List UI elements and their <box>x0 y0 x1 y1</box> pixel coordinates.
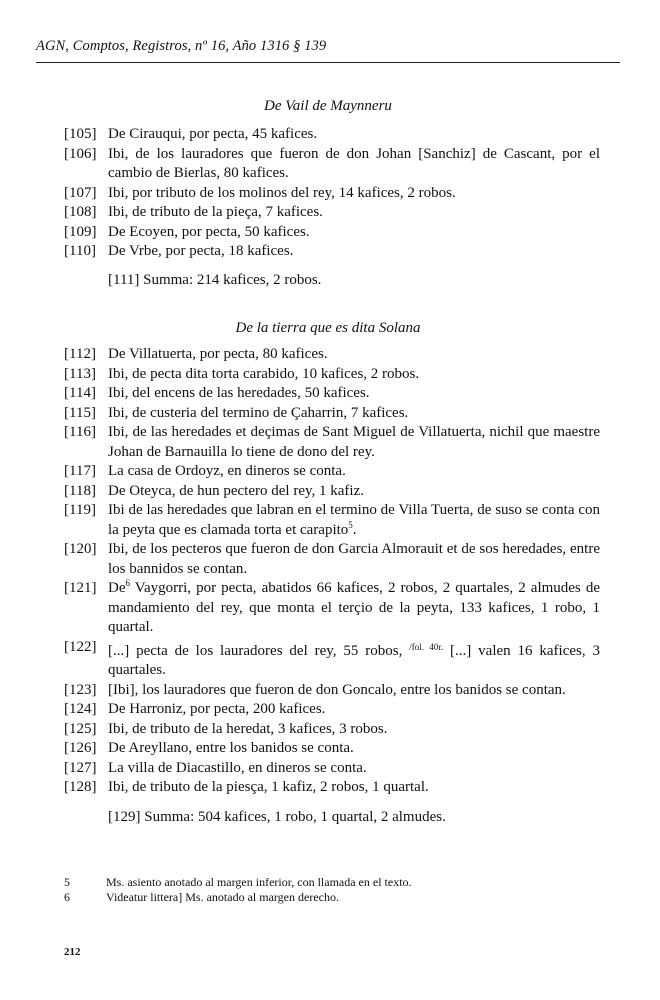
section-title: De la tierra que es dita Solana <box>235 320 421 336</box>
entry: [113] Ibi, de pecta dita torta carabido, 10 kafices, 2 robos. <box>64 365 420 382</box>
entry: [126] De Areyllano, entre los banidos se conta. <box>64 740 354 756</box>
summa-line: [111] Summa: 214 kafices, 2 robos. <box>108 272 322 288</box>
entry-text-end: . <box>352 521 357 538</box>
entry-text-start: De <box>108 580 126 596</box>
footnotes <box>64 875 564 905</box>
entry: [128] Ibi, de tributo de la piesça, 1 kafiz, 2 robos, 1 quartal. <box>64 779 429 795</box>
entry: [118] De Oteyca, de hun pectero del rey, 1 kafiz. <box>64 482 364 499</box>
footnote-ref: 5 <box>348 519 353 530</box>
entry-text: Vaygorri, por pecta, abatidos 66 kafices, 2 robos, 2 quartales, 2 almudes de mandamiento del rey, que monta el terçio de la peyta, 133 kafices, 1 robo, 1 quartal. <box>108 580 600 635</box>
summa-line: [129] Summa: 504 kafices, 1 robo, 1 quartal, 2 almudes. <box>108 809 446 825</box>
entry: [115] Ibi, de custeria del termino de Çaharrin, 7 kafices. <box>64 404 409 421</box>
footnote-ref: 6 <box>125 578 130 588</box>
entry: [119] Ibi de las heredades que labran en el termino de Villa Tuerta, de suso se conta con la peyta que es clamada torta et carapito$^5$. <box>64 502 600 538</box>
header-rule <box>36 62 620 63</box>
entry: [125] Ibi, de tributo de la heredat, 3 kafices, 3 robos. <box>64 720 388 737</box>
section-title: De Vail de Maynneru <box>264 98 392 114</box>
entry: [117] La casa de Ordoyz, en dineros se conta. <box>64 463 346 479</box>
entry: [106] Ibi, de los lauradores que fueron de don Johan [Sanchiz] de Cascant, por el cambio de Bierlas, 80 kafices. <box>64 145 600 181</box>
entry: [120] Ibi, de los pecteros que fueron de don Garcia Almorauit et de sos heredades, entre los bannidos se contan. <box>64 541 600 577</box>
entry: [123] [Ibi], los lauradores que fueron de don Goncalo, entre los banidos se contan. <box>64 681 566 698</box>
entry: [122] [...] pecta de los lauradores del rey, 55 robos, $^{/fol. 40r.}$ [...] valen 16 kafices, 3 quartales. <box>64 638 600 678</box>
footnote: 5 Ms. asiento anotado al margen inferior, con llamada en el texto. <box>64 875 412 889</box>
entry: [121] De$^6$ Vaygorri, por pecta, abatidos 66 kafices, 2 robos, 2 quartales, 2 almudes de mandamiento del rey, que monta el terçio de la peyta, 133 kafices, 1 robo, 1 quartal. <box>64 578 600 635</box>
footnote: 6 Videatur littera] Ms. anotado al margen derecho. <box>64 890 339 904</box>
entry: [107] Ibi, por tributo de los molinos del rey, 14 kafices, 2 robos. <box>64 184 456 201</box>
entry: [116] Ibi, de las heredades et deçimas de Sant Miguel de Villatuerta, nichil que maestre Johan de Barnauilla lo tiene de dono del rey. <box>64 424 600 460</box>
entry: [105] De Cirauqui, por pecta, 45 kafices. <box>64 126 318 142</box>
page-number: 212 <box>64 946 81 958</box>
entry-text-end: [...] valen 16 kafices, 3 quartales. <box>108 642 600 678</box>
entry-text: [...] pecta de los lauradores del rey, 55 robos, <box>108 642 410 659</box>
folio-marker: /fol. 40r. <box>409 641 444 652</box>
entry: [114] Ibi, del encens de las heredades, 50 kafices. <box>64 385 370 401</box>
entry: [112] De Villatuerta, por pecta, 80 kafices. <box>64 346 328 362</box>
entry: [109] De Ecoyen, por pecta, 50 kafices. <box>64 223 310 240</box>
entry: [108] Ibi, de tributo de la pieça, 7 kafices. <box>64 204 323 220</box>
entry-list <box>64 125 600 262</box>
entry: [124] De Harroniz, por pecta, 200 kafices. <box>64 701 326 717</box>
entry: [110] De Vrbe, por pecta, 18 kafices. <box>64 243 294 259</box>
entry-text: Ibi de las heredades que labran en el termino de Villa Tuerta, de suso se conta con la peyta que es clamada torta et carapito <box>108 502 600 538</box>
entry-list <box>64 345 600 798</box>
running-header: AGN, Comptos, Registros, nº 16, Año 1316 § 139 <box>36 38 327 54</box>
entry: [127] La villa de Diacastillo, en dineros se conta. <box>64 759 367 776</box>
